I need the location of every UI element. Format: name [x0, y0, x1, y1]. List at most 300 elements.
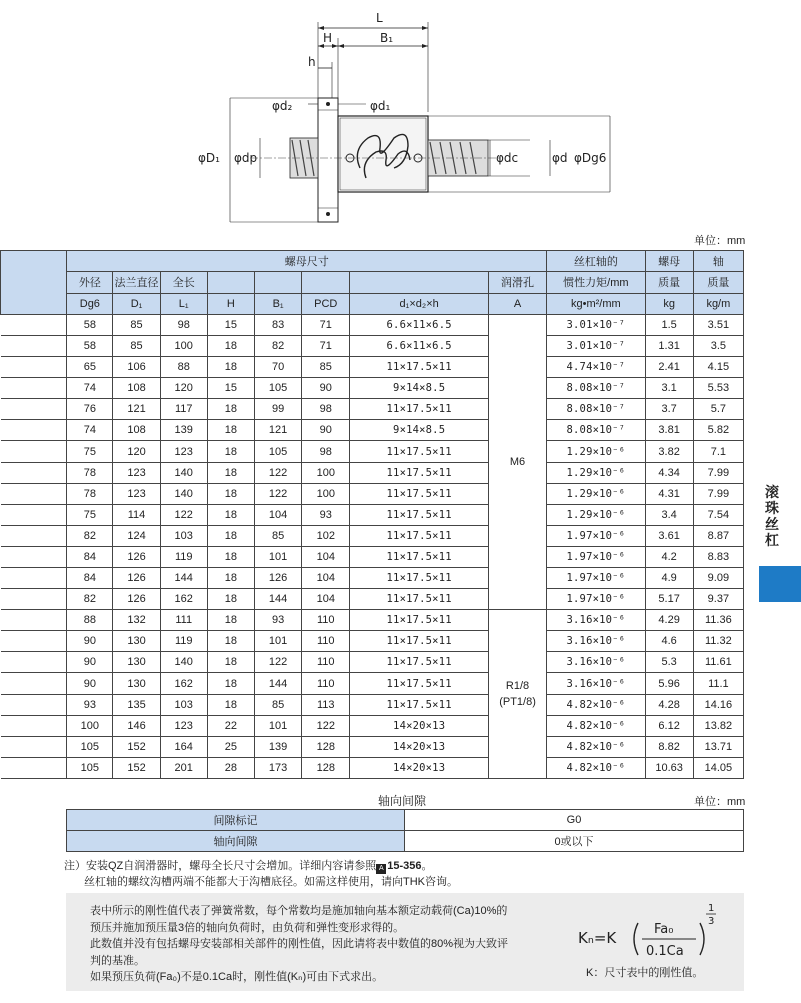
- dim-d-label: φd: [552, 151, 568, 165]
- table-cell: 4.82×10⁻⁶: [547, 694, 645, 715]
- table-cell: 18: [207, 441, 254, 462]
- table-cell: 126: [113, 568, 160, 589]
- table-cell: 104: [302, 546, 350, 567]
- table-row: [1, 652, 744, 673]
- table-cell: 8.08×10⁻⁷: [547, 378, 645, 399]
- table-cell: 101: [255, 631, 302, 652]
- table-cell: 4.82×10⁻⁶: [547, 757, 645, 778]
- table-cell: 114: [113, 504, 160, 525]
- table-cell: 4.2: [645, 546, 693, 567]
- model-cell: [1, 483, 67, 504]
- section-tab[interactable]: [759, 566, 801, 602]
- model-cell: [1, 568, 67, 589]
- table-cell: 124: [113, 525, 160, 546]
- table-cell: 121: [113, 399, 160, 420]
- table-cell: 18: [207, 420, 254, 441]
- table-cell: 11.61: [693, 652, 743, 673]
- lube-hole-cell: R1/8 (PT1/8): [488, 610, 546, 779]
- table-row: [1, 462, 744, 483]
- table-cell: 65: [67, 357, 113, 378]
- table-row: [1, 568, 744, 589]
- table-cell: 14.16: [693, 694, 743, 715]
- table-cell: 83: [255, 314, 302, 335]
- table-cell: 15: [207, 314, 254, 335]
- unit-label-top: 单位：mm: [694, 235, 746, 247]
- table-cell: 130: [113, 652, 160, 673]
- table-row: [1, 441, 744, 462]
- table-cell: 88: [67, 610, 113, 631]
- table-cell: 9.09: [693, 568, 743, 589]
- header-r1-c6: [350, 272, 489, 293]
- header-r2-c4: B₁: [255, 293, 302, 314]
- header-r2-c8: kg•m²/mm: [547, 293, 645, 314]
- header-row-2: [1, 293, 744, 314]
- table-cell: 1.29×10⁻⁶: [547, 504, 645, 525]
- table-row: [1, 736, 744, 757]
- page-ref-icon: A: [376, 864, 386, 874]
- table-cell: 4.28: [645, 694, 693, 715]
- table-cell: 8.87: [693, 525, 743, 546]
- table-row: [1, 378, 744, 399]
- table-cell: 1.31: [645, 335, 693, 356]
- table-row: [1, 715, 744, 736]
- table-cell: 8.82: [645, 736, 693, 757]
- table-cell: 122: [255, 652, 302, 673]
- table-cell: 11×17.5×11: [350, 568, 489, 589]
- table-cell: 9×14×8.5: [350, 378, 489, 399]
- table-cell: 8.08×10⁻⁷: [547, 420, 645, 441]
- model-cell: [1, 694, 67, 715]
- table-cell: 144: [255, 589, 302, 610]
- table-cell: 152: [113, 757, 160, 778]
- table-cell: 14×20×13: [350, 736, 489, 757]
- table-cell: 78: [67, 462, 113, 483]
- table-cell: 3.1: [645, 378, 693, 399]
- model-cell: [1, 715, 67, 736]
- table-cell: 93: [302, 504, 350, 525]
- dim-d1-label: φd₁: [370, 99, 391, 113]
- table-cell: 18: [207, 462, 254, 483]
- table-cell: 18: [207, 694, 254, 715]
- table-cell: 18: [207, 525, 254, 546]
- table-cell: 132: [113, 610, 160, 631]
- table-cell: 4.82×10⁻⁶: [547, 736, 645, 757]
- table-cell: 10.63: [645, 757, 693, 778]
- table-cell: 123: [160, 715, 207, 736]
- table-cell: 5.17: [645, 589, 693, 610]
- table-cell: 128: [302, 757, 350, 778]
- table-cell: 110: [302, 631, 350, 652]
- table-cell: 201: [160, 757, 207, 778]
- table-cell: 130: [113, 631, 160, 652]
- table-cell: 99: [255, 399, 302, 420]
- table-row: [1, 357, 744, 378]
- table-cell: 93: [255, 610, 302, 631]
- table-cell: 11×17.5×11: [350, 399, 489, 420]
- model-cell: [1, 462, 67, 483]
- table-cell: 100: [302, 483, 350, 504]
- table-cell: 100: [160, 335, 207, 356]
- table-cell: 8.08×10⁻⁷: [547, 399, 645, 420]
- table-cell: 84: [67, 568, 113, 589]
- table-cell: 2.41: [645, 357, 693, 378]
- model-cell: [1, 378, 67, 399]
- clearance-mark-label: 间隙标记: [67, 810, 405, 831]
- model-cell: [1, 546, 67, 567]
- table-cell: 7.1: [693, 441, 743, 462]
- table-cell: 13.82: [693, 715, 743, 736]
- table-cell: 162: [160, 673, 207, 694]
- header-r1-c2: 全长: [160, 272, 207, 293]
- table-cell: 4.15: [693, 357, 743, 378]
- model-cell: [1, 673, 67, 694]
- table-cell: 106: [113, 357, 160, 378]
- table-cell: 18: [207, 631, 254, 652]
- table-cell: 15: [207, 378, 254, 399]
- table-cell: 3.16×10⁻⁶: [547, 631, 645, 652]
- page-ref[interactable]: 15-356: [387, 860, 422, 872]
- table-cell: 11×17.5×11: [350, 462, 489, 483]
- table-cell: 88: [160, 357, 207, 378]
- table-cell: 11×17.5×11: [350, 694, 489, 715]
- table-cell: 85: [255, 694, 302, 715]
- table-cell: 90: [67, 631, 113, 652]
- table-cell: 5.3: [645, 652, 693, 673]
- table-cell: 3.82: [645, 441, 693, 462]
- inertia-header: 丝杠轴的: [547, 251, 645, 272]
- dim-D1-label: φD₁: [198, 151, 220, 165]
- lube-hole-cell: M6: [488, 314, 546, 609]
- axial-clearance-value: 0或以下: [405, 831, 744, 852]
- table-cell: 71: [302, 335, 350, 356]
- k-definition: K：尺寸表中的刚性值。: [586, 967, 704, 979]
- note-line-2: 丝杠轴的螺纹沟槽两端不能都大于沟槽底径。如需这样使用，请向THK咨询。: [84, 876, 458, 888]
- table-cell: 1.29×10⁻⁶: [547, 483, 645, 504]
- table-cell: 11.1: [693, 673, 743, 694]
- table-cell: 75: [67, 441, 113, 462]
- nut-mass-header: 螺母: [645, 251, 693, 272]
- table-cell: 1.5: [645, 314, 693, 335]
- table-cell: 11×17.5×11: [350, 483, 489, 504]
- spec-table-body: [1, 314, 744, 778]
- table-cell: 18: [207, 357, 254, 378]
- table-cell: 18: [207, 504, 254, 525]
- model-cell: [1, 504, 67, 525]
- table-cell: 11×17.5×11: [350, 504, 489, 525]
- model-cell: [1, 757, 67, 778]
- header-r1-c4: [255, 272, 302, 293]
- header-r1-c9: 质量: [645, 272, 693, 293]
- table-cell: 7.54: [693, 504, 743, 525]
- header-r1-c7: 润滑孔: [488, 272, 546, 293]
- formula-denominator: 0.1Ca: [646, 944, 684, 959]
- header-r1-c3: [207, 272, 254, 293]
- header-r1-c8: 惯性力矩/mm: [547, 272, 645, 293]
- table-row: [1, 314, 744, 335]
- table-row: [1, 504, 744, 525]
- spec-table-wrap: [0, 250, 744, 779]
- table-cell: 146: [113, 715, 160, 736]
- table-cell: 1.97×10⁻⁶: [547, 589, 645, 610]
- table-cell: 90: [67, 652, 113, 673]
- table-cell: 126: [113, 589, 160, 610]
- model-cell: [1, 525, 67, 546]
- table-cell: 7.99: [693, 483, 743, 504]
- table-cell: 100: [302, 462, 350, 483]
- table-cell: 120: [113, 441, 160, 462]
- header-row-1: [1, 272, 744, 293]
- table-cell: 71: [302, 314, 350, 335]
- table-cell: 103: [160, 525, 207, 546]
- table-cell: 11.36: [693, 610, 743, 631]
- table-cell: 93: [67, 694, 113, 715]
- table-cell: 6.6×11×6.5: [350, 314, 489, 335]
- table-cell: 108: [113, 420, 160, 441]
- table-cell: 173: [255, 757, 302, 778]
- table-row: [1, 589, 744, 610]
- table-cell: 18: [207, 589, 254, 610]
- formula-lhs: Kₙ=K: [578, 929, 617, 947]
- table-cell: 18: [207, 568, 254, 589]
- table-row: [1, 694, 744, 715]
- table-cell: 90: [67, 673, 113, 694]
- table-cell: 11×17.5×11: [350, 525, 489, 546]
- table-cell: 119: [160, 546, 207, 567]
- table-cell: 18: [207, 335, 254, 356]
- table-cell: 152: [113, 736, 160, 757]
- ball-screw-nut-diagram: [190, 0, 630, 230]
- model-cell: [1, 314, 67, 335]
- table-cell: 101: [255, 715, 302, 736]
- table-cell: 78: [67, 483, 113, 504]
- table-cell: 5.96: [645, 673, 693, 694]
- table-cell: 5.82: [693, 420, 743, 441]
- table-cell: 85: [302, 357, 350, 378]
- table-row: [1, 631, 744, 652]
- table-cell: 4.31: [645, 483, 693, 504]
- table-row: [1, 546, 744, 567]
- header-r2-c2: L₁: [160, 293, 207, 314]
- header-r1-c1: 法兰直径: [113, 272, 160, 293]
- table-cell: 123: [113, 483, 160, 504]
- dim-B1-label: B₁: [380, 31, 394, 45]
- table-cell: 6.12: [645, 715, 693, 736]
- table-cell: 18: [207, 652, 254, 673]
- table-cell: 18: [207, 399, 254, 420]
- table-cell: 4.74×10⁻⁷: [547, 357, 645, 378]
- table-cell: 1.97×10⁻⁶: [547, 525, 645, 546]
- table-cell: 1.97×10⁻⁶: [547, 568, 645, 589]
- table-cell: 122: [255, 462, 302, 483]
- table-cell: 101: [255, 546, 302, 567]
- table-cell: 105: [255, 378, 302, 399]
- header-r2-c9: kg: [645, 293, 693, 314]
- model-cell: [1, 610, 67, 631]
- table-cell: 144: [160, 568, 207, 589]
- table-cell: 85: [113, 335, 160, 356]
- axial-clearance-table: [66, 809, 744, 852]
- table-row: [1, 610, 744, 631]
- table-cell: 25: [207, 736, 254, 757]
- table-cell: 74: [67, 378, 113, 399]
- table-cell: 4.34: [645, 462, 693, 483]
- table-cell: 98: [302, 441, 350, 462]
- table-cell: 110: [302, 652, 350, 673]
- table-cell: 113: [302, 694, 350, 715]
- table-cell: 76: [67, 399, 113, 420]
- table-cell: 11×17.5×11: [350, 673, 489, 694]
- table-cell: 1.29×10⁻⁶: [547, 462, 645, 483]
- table-cell: 122: [255, 483, 302, 504]
- table-cell: 139: [255, 736, 302, 757]
- table-cell: 74: [67, 420, 113, 441]
- table-cell: 104: [255, 504, 302, 525]
- table-cell: 11×17.5×11: [350, 610, 489, 631]
- table-cell: 8.83: [693, 546, 743, 567]
- dim-d2-label: φd₂: [272, 99, 293, 113]
- table-cell: 98: [160, 314, 207, 335]
- table-cell: 126: [255, 568, 302, 589]
- table-cell: 122: [160, 504, 207, 525]
- table-cell: 3.4: [645, 504, 693, 525]
- table-cell: 11×17.5×11: [350, 546, 489, 567]
- table-cell: 1.97×10⁻⁶: [547, 546, 645, 567]
- model-cell: [1, 631, 67, 652]
- table-cell: 13.71: [693, 736, 743, 757]
- table-cell: 140: [160, 462, 207, 483]
- header-r1-c5: [302, 272, 350, 293]
- table-row: [1, 399, 744, 420]
- table-cell: 3.5: [693, 335, 743, 356]
- table-cell: 28: [207, 757, 254, 778]
- model-cell: [1, 399, 67, 420]
- axial-clearance-label: 轴向间隙: [67, 831, 405, 852]
- table-cell: 11.32: [693, 631, 743, 652]
- table-cell: 4.6: [645, 631, 693, 652]
- table-cell: 3.61: [645, 525, 693, 546]
- table-cell: 144: [255, 673, 302, 694]
- formula-numerator: Fa₀: [654, 922, 674, 937]
- model-cell: [1, 736, 67, 757]
- model-cell: [1, 420, 67, 441]
- header-r2-c3: H: [207, 293, 254, 314]
- table-cell: 104: [302, 568, 350, 589]
- axial-clearance-title: 轴向间隙: [378, 794, 427, 808]
- table-cell: 3.16×10⁻⁶: [547, 652, 645, 673]
- table-cell: 105: [67, 736, 113, 757]
- table-cell: 14.05: [693, 757, 743, 778]
- header-r2-c0: Dg6: [67, 293, 113, 314]
- note-line-1: 注）安装QZ自润滑器时，螺母全长尺寸会增加。详细内容请参照 A 15-356。: [64, 860, 433, 872]
- table-cell: 11×17.5×11: [350, 652, 489, 673]
- table-cell: 105: [255, 441, 302, 462]
- table-cell: 5.7: [693, 399, 743, 420]
- table-cell: 3.16×10⁻⁶: [547, 673, 645, 694]
- table-cell: 102: [302, 525, 350, 546]
- table-cell: 105: [67, 757, 113, 778]
- formula-exponent-den: 3: [708, 916, 715, 927]
- header-r1-c10: 质量: [693, 272, 743, 293]
- dim-dc-label: φdc: [496, 151, 519, 165]
- table-cell: 14×20×13: [350, 715, 489, 736]
- table-cell: 11×17.5×11: [350, 589, 489, 610]
- table-cell: 126: [113, 546, 160, 567]
- table-cell: 9.37: [693, 589, 743, 610]
- table-cell: 110: [302, 673, 350, 694]
- table-cell: 123: [160, 441, 207, 462]
- rigidity-note-text: 表中所示的刚性值代表了弹簧常数，每个常数均是施加轴向基本额定动载荷(Ca)10%的 预压并施加预压量3倍的轴向负荷时，由负荷和弹性变形求得的。 此数值并没有包括螺母安装部相关部件的刚性值，因此请将表中数值的80%视为大致评 判的基准。 如果预压负荷(Fa₀)不是0.1Ca时，刚性值(Kₙ)可由下式求出。: [90, 905, 509, 983]
- section-side-title: 滚珠丝杠: [765, 484, 779, 548]
- table-cell: 3.7: [645, 399, 693, 420]
- table-cell: 3.01×10⁻⁷: [547, 335, 645, 356]
- model-cell: [1, 652, 67, 673]
- dim-H-label: H: [323, 31, 333, 45]
- model-cell: [1, 441, 67, 462]
- dim-Dg6-label: φDg6: [574, 151, 607, 165]
- header-r2-c6: d₁×d₂×h: [350, 293, 489, 314]
- table-cell: 75: [67, 504, 113, 525]
- table-cell: 120: [160, 378, 207, 399]
- table-cell: 119: [160, 631, 207, 652]
- table-cell: 3.51: [693, 314, 743, 335]
- table-row: [1, 757, 744, 778]
- dim-h-label: h: [308, 55, 316, 69]
- table-cell: 18: [207, 610, 254, 631]
- table-cell: 1.29×10⁻⁶: [547, 441, 645, 462]
- table-cell: 22: [207, 715, 254, 736]
- table-cell: 84: [67, 546, 113, 567]
- model-cell: [1, 335, 67, 356]
- table-cell: 128: [302, 736, 350, 757]
- table-cell: 11×17.5×11: [350, 357, 489, 378]
- table-cell: 135: [113, 694, 160, 715]
- table-cell: 58: [67, 335, 113, 356]
- model-header-blank: [1, 251, 67, 315]
- header-r2-c5: PCD: [302, 293, 350, 314]
- table-cell: 4.9: [645, 568, 693, 589]
- table-cell: 164: [160, 736, 207, 757]
- header-r1-c0: 外径: [67, 272, 113, 293]
- formula-exponent-num: 1: [708, 903, 715, 914]
- table-cell: 7.99: [693, 462, 743, 483]
- table-row: [1, 483, 744, 504]
- table-cell: 90: [302, 420, 350, 441]
- table-cell: 6.6×11×6.5: [350, 335, 489, 356]
- table-cell: 162: [160, 589, 207, 610]
- table-cell: 82: [255, 335, 302, 356]
- nut-dimensions-header: 螺母尺寸: [67, 251, 547, 272]
- model-cell: [1, 589, 67, 610]
- table-cell: 140: [160, 483, 207, 504]
- table-cell: 111: [160, 610, 207, 631]
- table-cell: 103: [160, 694, 207, 715]
- table-cell: 100: [67, 715, 113, 736]
- table-cell: 90: [302, 378, 350, 399]
- dim-L-label: L: [376, 11, 383, 25]
- table-cell: 4.29: [645, 610, 693, 631]
- table-cell: 18: [207, 546, 254, 567]
- notes: [64, 858, 458, 890]
- unit-label-axial: 单位：mm: [694, 796, 746, 808]
- table-cell: 104: [302, 589, 350, 610]
- table-cell: 140: [160, 652, 207, 673]
- table-cell: 139: [160, 420, 207, 441]
- table-cell: 130: [113, 673, 160, 694]
- rigidity-formula: [578, 897, 738, 961]
- table-cell: 85: [255, 525, 302, 546]
- table-cell: 121: [255, 420, 302, 441]
- table-cell: 9×14×8.5: [350, 420, 489, 441]
